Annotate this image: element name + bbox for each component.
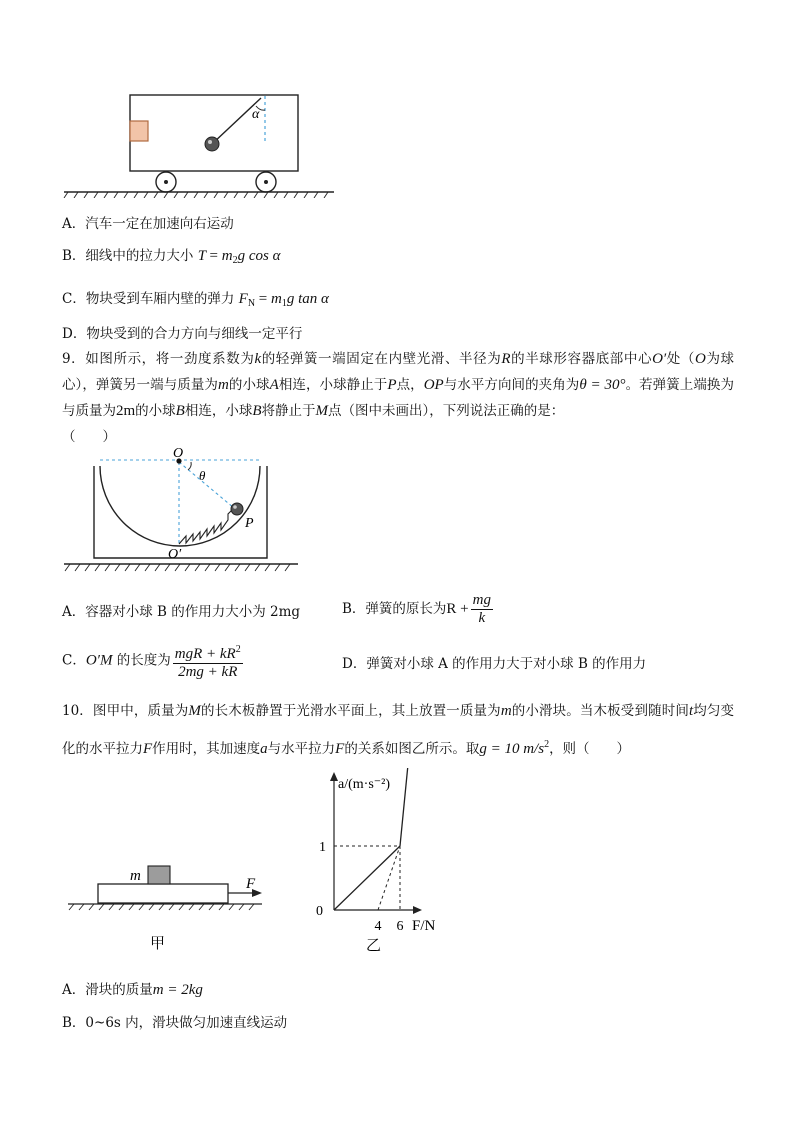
y-axis-label: a/(m·s⁻²) <box>338 777 391 792</box>
q9-option-d: D．弹簧对小球 A 的作用力大于对小球 B 的作用力 <box>342 656 647 672</box>
q9-option-b: B．弹簧的原长为R + $\frac{mg}{k}$ <box>342 592 491 626</box>
ball-a <box>231 503 243 515</box>
q8-option-a: A．汽车一定在加速向右运动 <box>62 216 234 232</box>
q9-option-c-fraction: $\frac{mgR + kR^2}{2mg + kR}$ <box>173 641 243 681</box>
q9-stem: 9．如图所示，将一劲度系数为k的轻弹簧一端固定在内壁光滑、半径为R的半球形容器底部中心O′处（O为球心），弹簧另一端与质量为m的小球A相连，小球静止于P点，OP与水平方向间的夹角为θ = 30°。若弹簧上端换为与质量为2m的小球B相连，小球B将静止于M点（图中未画出），下列说法正确的是： （ ） <box>62 351 735 445</box>
label-o: O <box>173 448 184 461</box>
origin-label: 0 <box>316 904 323 919</box>
q9-option-a: A．容器对小球 B 的作用力大小为 2mg <box>62 604 301 620</box>
y-tick-label-1: 1 <box>319 840 326 855</box>
series-segment <box>334 846 400 910</box>
q10-option-a: A．滑块的质量m = 2kg <box>62 982 203 998</box>
long-board <box>98 884 228 903</box>
g-value: g = 10 $m/s^2$ <box>479 739 550 757</box>
dashed-extension-line <box>378 846 400 910</box>
q8-option-b-formula: $T = m_2g$ cos α <box>197 248 281 266</box>
ground-hatching <box>69 904 254 910</box>
q10-option-b: B．0~6s 内，滑块做匀加速直线运动 <box>62 1015 288 1031</box>
board-block-figure <box>66 860 276 955</box>
y-axis-arrow <box>330 772 338 781</box>
caption-yi: 乙 <box>366 938 382 954</box>
spring <box>179 508 234 544</box>
caption-jia: 甲 <box>150 936 166 952</box>
angle-label: α <box>252 107 260 122</box>
x-tick-label-4: 4 <box>374 919 382 934</box>
label-o-prime: O′ <box>168 547 182 562</box>
q9-answer-paren: （ ） <box>62 429 116 445</box>
label-p: P <box>245 516 254 531</box>
x-tick-label-6: 6 <box>396 919 404 934</box>
q10-stem: 10．图甲中，质量为M的长木板静置于光滑水平面上，其上放置一质量为m的小滑块。当木板受到随时间t均匀变化的水平拉力F作用时，其加速度a与水平拉力F的关系如图乙所示。取g = 10 $m/s^2$，则（ ） <box>62 703 735 757</box>
q9-option-c: C．O′M 的长度为 $\frac{mgR + kR^2}{2mg + kR}$ <box>62 641 245 681</box>
q8-option-c: C．物块受到车厢内壁的弹力 $F_N = m_1g$ tan α <box>62 291 329 309</box>
label-theta: θ <box>199 468 206 483</box>
label-f: F <box>246 876 256 892</box>
ground-hatching <box>64 192 328 198</box>
x-axis-label: F/N <box>412 918 436 934</box>
x-axis-arrow <box>413 906 422 914</box>
label-m: m <box>130 868 141 884</box>
block <box>130 121 148 141</box>
q9-option-b-fraction: $\frac{mg}{k}$ <box>472 592 491 626</box>
car-pendulum-figure <box>62 88 342 198</box>
ground-hatching <box>65 564 290 571</box>
small-block <box>148 866 170 884</box>
a-f-chart <box>300 768 470 958</box>
hemisphere-figure <box>62 448 312 578</box>
op-dashed-line <box>179 462 234 508</box>
q8-option-b: B．细线中的拉力大小 $T = m_2g$ cos α <box>62 248 281 266</box>
q8-option-c-formula: $F_N = m_1g$ tan α <box>238 291 329 309</box>
pendulum-ball <box>205 137 219 151</box>
series-segment <box>400 768 413 846</box>
q8-option-d: D．物块受到的合力方向与细线一定平行 <box>62 326 303 342</box>
car-body <box>130 95 298 171</box>
